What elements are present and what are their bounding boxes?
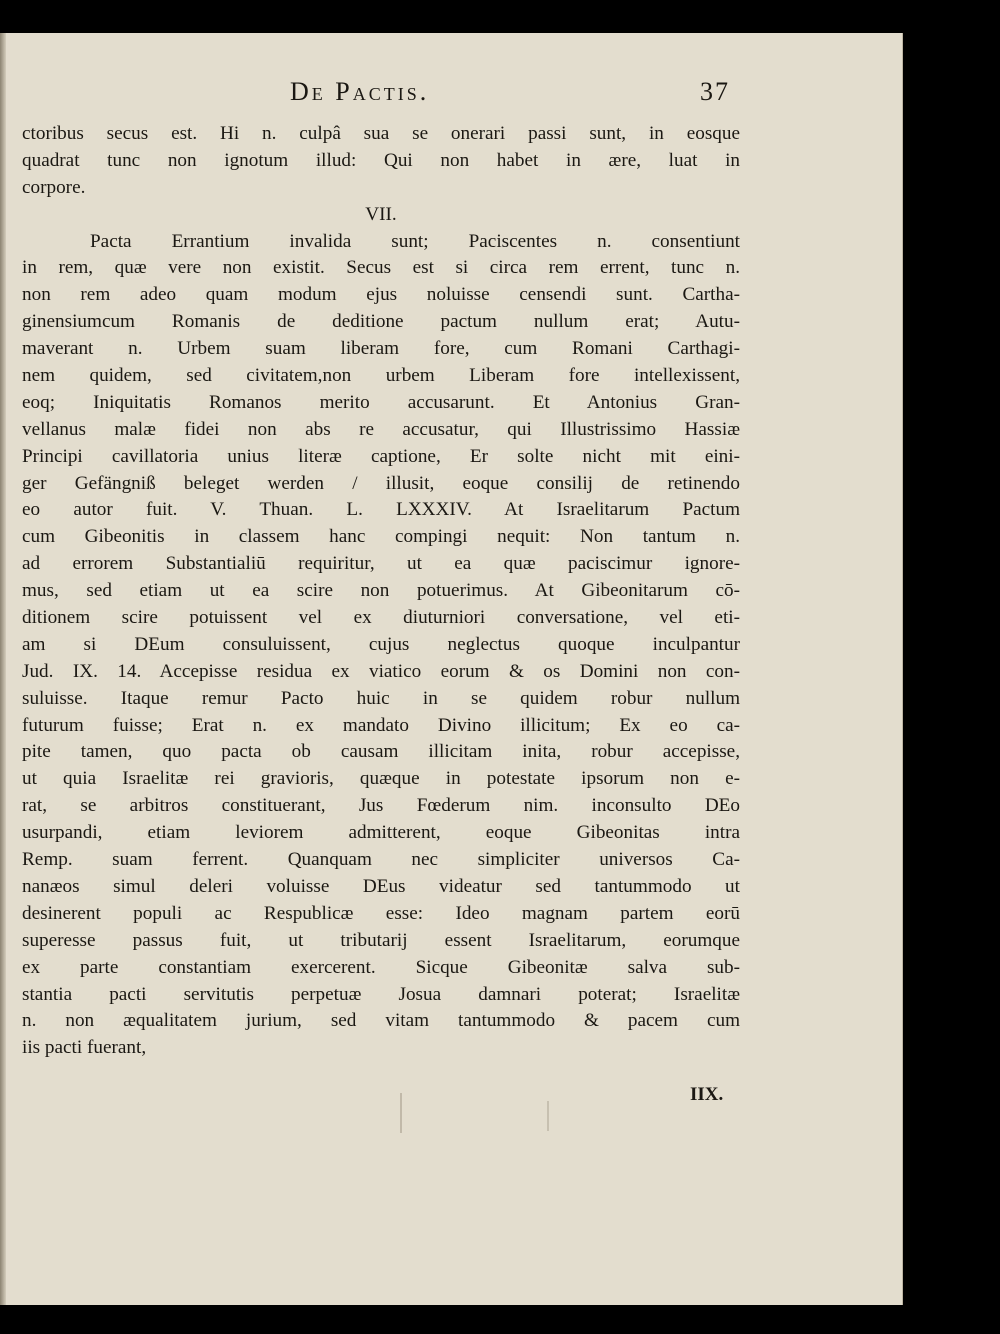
text-line: eo autor fuit. V. Thuan. L. LXXXIV. At Israelitarum Pactum — [22, 499, 740, 521]
text-line: cum Gibeonitis in classem hanc compingi nequit: Non tantum n. — [22, 526, 740, 548]
text-line: suluisse. Itaque remur Pacto huic in se quidem robur nullum — [22, 687, 740, 709]
text-line: in rem, quæ vere non existit. Secus est si circa rem errent, tunc n. — [22, 257, 740, 279]
page-number: 37 — [700, 77, 730, 106]
section-number: VII. — [365, 203, 397, 225]
text-line: am si DEum consuluissent, cujus neglectus quoque inculpantur — [22, 633, 740, 655]
ink-smudge — [547, 1101, 549, 1131]
text-line: eoq; Iniquitatis Romanos merito accusarunt. Et Antonius Gran- — [22, 391, 740, 413]
text-line: quadrat tunc non ignotum illud: Qui non habet in ære, luat in — [22, 149, 740, 171]
page-header — [290, 73, 730, 113]
text-line: Jud. IX. 14. Accepisse residua ex viatico eorum & os Domini non con- — [22, 660, 740, 682]
text-line: mus, sed etiam ut ea scire non potuerimus. At Gibeonitarum cō- — [22, 580, 740, 602]
text-line: Remp. suam ferrent. Quanquam nec simpliciter universos Ca- — [22, 849, 740, 871]
book-page — [0, 33, 903, 1305]
text-line: futurum fuisse; Erat n. ex mandato Divino illicitum; Ex eo ca- — [22, 714, 740, 736]
text-line: ditionem scire potuissent vel ex diuturniori conversatione, vel eti- — [22, 607, 740, 629]
text-line: ctoribus secus est. Hi n. culpâ sua se onerari passi sunt, in eosque — [22, 123, 740, 144]
ink-smudge — [400, 1093, 402, 1133]
text-line: usurpandi, etiam leviorem admitterent, eoque Gibeonitas intra — [22, 822, 740, 844]
running-title: De Pactis. — [290, 77, 430, 106]
text-line: nem quidem, sed civitatem,non urbem Liberam fore intellexissent, — [22, 365, 740, 387]
text-body — [22, 121, 740, 1062]
page-gutter — [0, 33, 6, 1305]
text-line: ex parte constantiam exercerent. Sicque Gibeonitæ salva sub- — [22, 956, 740, 978]
text-line: non rem adeo quam modum ejus noluisse censendi sunt. Cartha- — [22, 284, 740, 306]
text-line: ginensiumcum Romanis de deditione pactum nullum erat; Autu- — [22, 311, 740, 333]
text-line: ger Gefängniß beleget werden / illusit, eoque consilij de retinendo — [22, 472, 740, 494]
text-line: stantia pacti servitutis perpetuæ Josua damnari poterat; Israelitæ — [22, 983, 740, 1005]
text-line: ut quia Israelitæ rei gravioris, quæque in potestate ipsorum non e- — [22, 768, 740, 790]
text-line: nanæos simul deleri voluisse DEus videatur sed tantummodo ut — [22, 875, 740, 897]
text-line: rat, se arbitros constituerant, Jus Fœderum nim. inconsulto DEo — [22, 795, 740, 817]
text-line: desinerent populi ac Respublicæ esse: Ideo magnam partem eorū — [22, 902, 740, 924]
text-line: vellanus malæ fidei non abs re accusatur, qui Illustrissimo Hassiæ — [22, 418, 740, 440]
text-line: ad errorem Substantialiū requiritur, ut ea quæ paciscimur ignore- — [22, 553, 740, 575]
text-line: Principi cavillatoria unius literæ captione, Er solte nicht mit eini- — [22, 445, 740, 467]
text-line: pite tamen, quo pacta ob causam illicitam inita, robur accepisse, — [22, 741, 740, 763]
text-line: maverant n. Urbem suam liberam fore, cum Romani Carthagi- — [22, 338, 740, 360]
text-line: Pacta Errantium invalida sunt; Paciscentes n. consentiunt — [90, 230, 740, 252]
text-line: corpore. — [22, 176, 86, 198]
text-line: n. non æqualitatem jurium, sed vitam tantummodo & pacem cum — [22, 1010, 740, 1032]
text-line: superesse passus fuit, ut tributarij essent Israelitarum, eorumque — [22, 929, 740, 951]
catchword: IIX. — [690, 1084, 724, 1105]
text-line: iis pacti fuerant, — [22, 1037, 147, 1059]
